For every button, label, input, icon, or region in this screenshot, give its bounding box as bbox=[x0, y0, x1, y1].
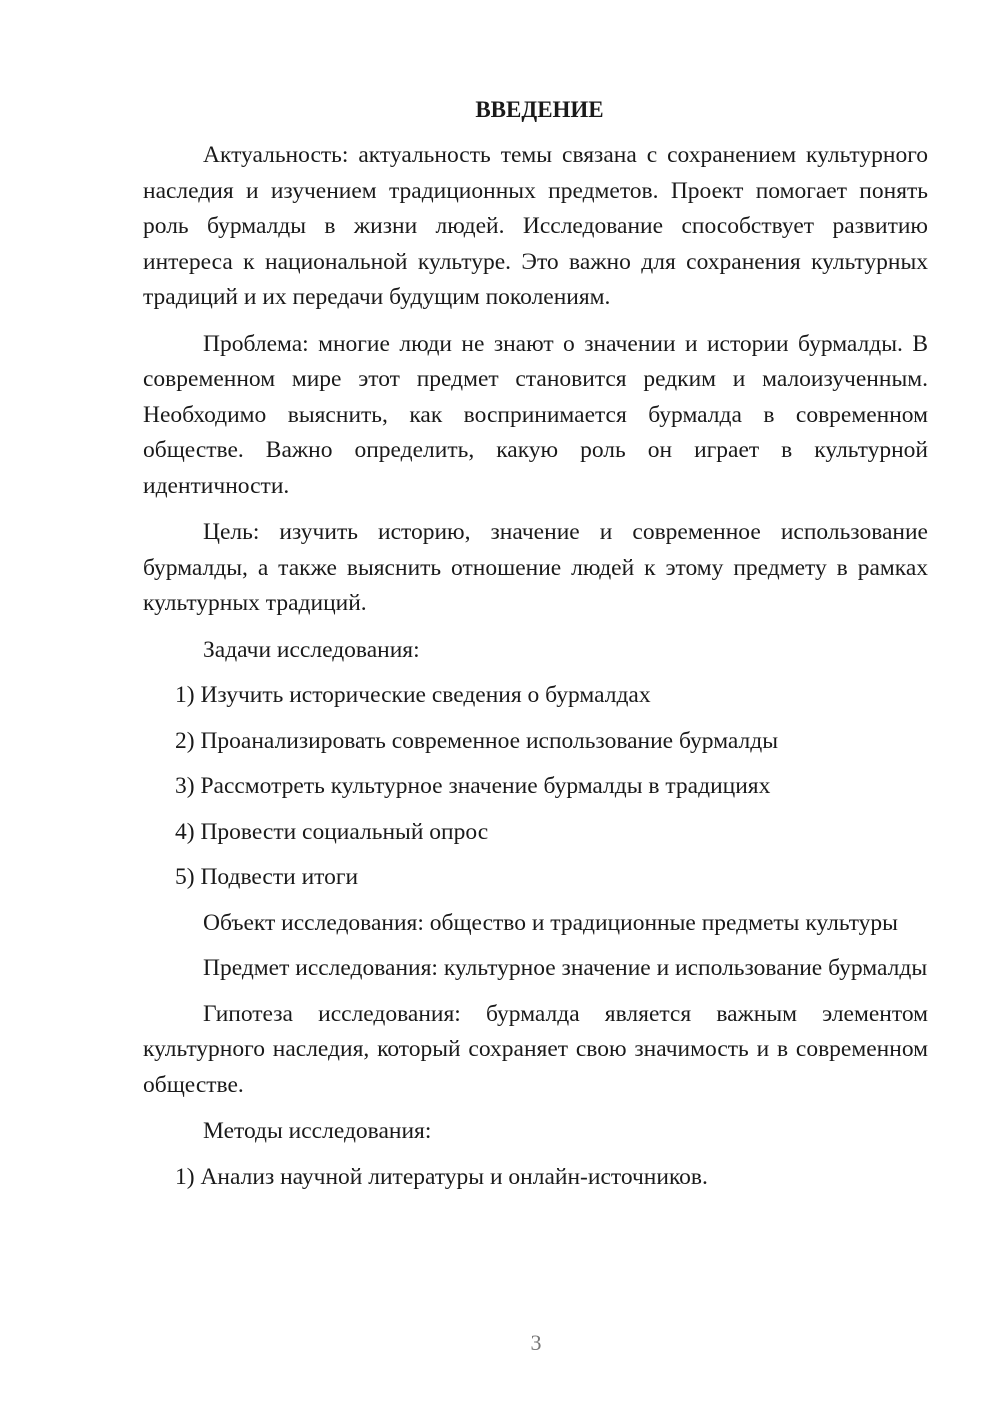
list-item: 1) Анализ научной литературы и онлайн-источников. bbox=[175, 1163, 708, 1190]
methods-list bbox=[143, 1160, 928, 1196]
methods-label: Методы исследования: bbox=[203, 1118, 432, 1144]
section-heading: ВВЕДЕНИЕ bbox=[475, 97, 604, 122]
list-item: 4) Провести социальный опрос bbox=[175, 818, 489, 845]
tasks-list bbox=[143, 678, 928, 896]
tasks-label: Задачи исследования: bbox=[203, 636, 420, 663]
paragraph-object: Объект исследования: общество и традиционные предметы культуры bbox=[203, 909, 898, 936]
paragraph-hypothesis: Гипотеза исследования: бурмалда является важным элементом культурного наследия, который сохраняет свою значимость и в современном обществе. bbox=[143, 1000, 928, 1098]
paragraph-problem: Проблема: многие люди не знают о значении и истории бурмалды. В современном мире этот предмет становится редким и малоизученным. Необходимо выяснить, как воспринимается бурмалда в современном обществе. Важно определить, какую роль он играет в культурной идентичности. bbox=[143, 330, 928, 499]
page-number: 3 bbox=[530, 1330, 542, 1355]
list-item: 1) Изучить исторические сведения о бурмалдах bbox=[175, 682, 651, 708]
list-item: 2) Проанализировать современное использование бурмалды bbox=[175, 727, 779, 754]
paragraph-goal: Цель: изучить историю, значение и современное использование бурмалды, а также выяснить отношение людей к этому предмету в рамках культурных традиций. bbox=[143, 519, 928, 616]
list-item: 3) Рассмотреть культурное значение бурмалды в традициях bbox=[175, 773, 771, 799]
document-page bbox=[143, 92, 928, 1205]
paragraph-subject: Предмет исследования: культурное значение и использование бурмалды bbox=[203, 955, 928, 981]
paragraph-relevance: Актуальность: актуальность темы связана с сохранением культурного наследия и изучением традиционных предметов. Проект помогает понять роль бурмалды в жизни людей. Исследование способствует развитию интереса к национальной культуре. Это важно для сохранения культурных традиций и их передачи будущим поколениям. bbox=[143, 142, 928, 310]
list-item: 5) Подвести итоги bbox=[175, 864, 359, 890]
